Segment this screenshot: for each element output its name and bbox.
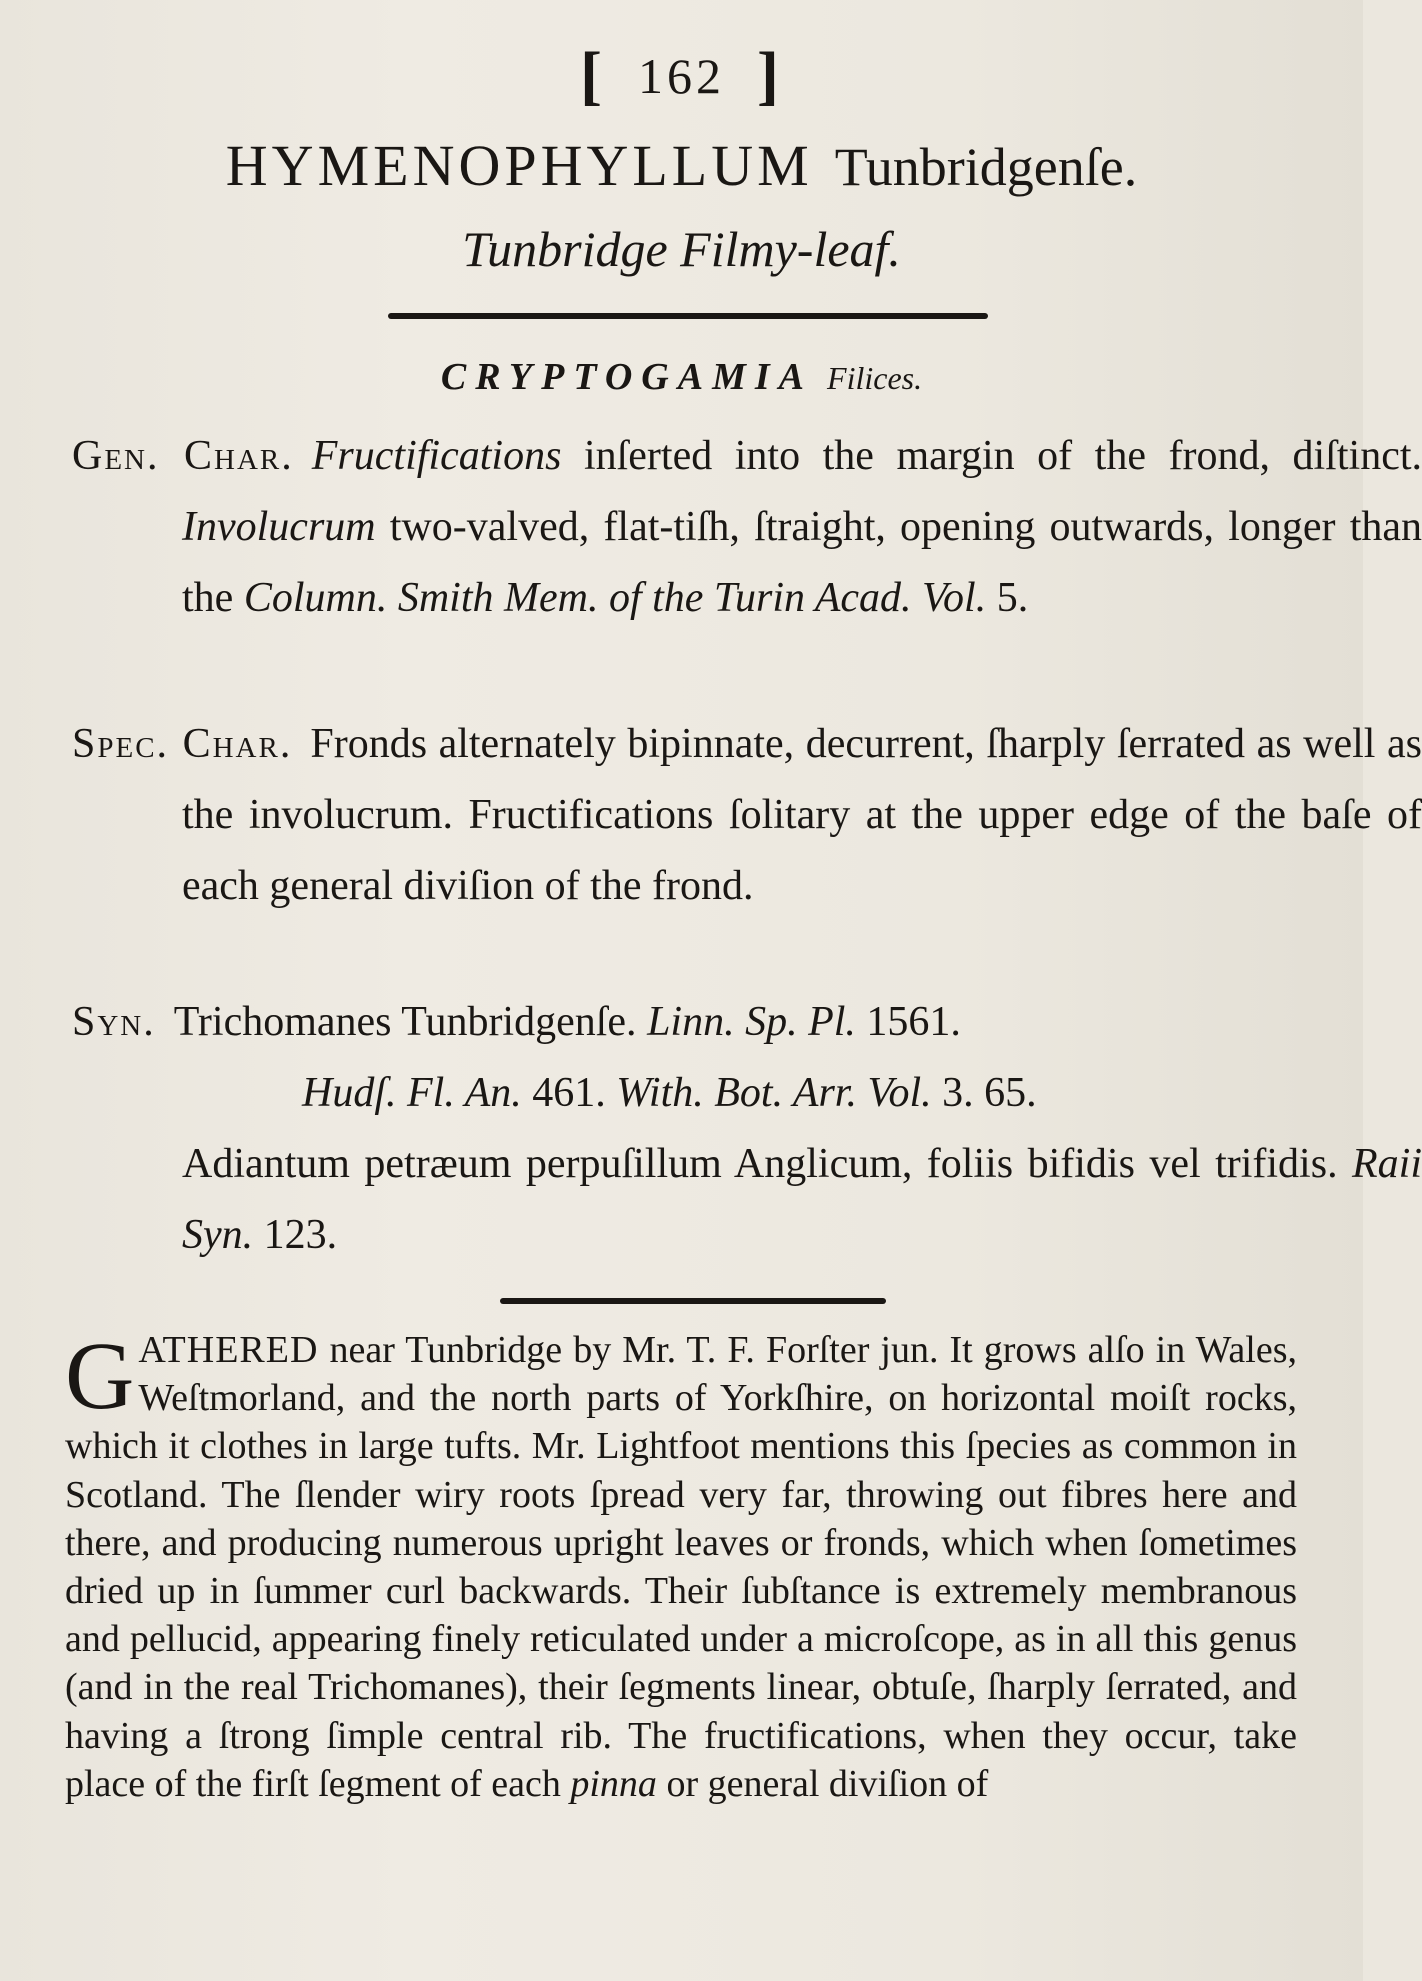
syn-line-3: Adiantum petræum perpuſillum Anglicum, foliis bifidis vel trifidis. [182,1141,1352,1187]
gen-char-label: Gen. Char. [72,433,294,479]
syn-line-3b: Raii Syn. [182,1141,1422,1258]
syn-line-2 [182,1058,1422,1129]
description-italic-term: pinna [570,1762,657,1805]
drop-cap: G [65,1322,135,1429]
description-text-end: or general diviſion of [656,1762,989,1805]
generic-character [72,421,1422,634]
gen-char-text-1: Fructifications [311,433,562,479]
specific-character [72,709,1422,922]
page-title [0,132,1363,199]
syn-line-1a: Trichomanes Tunbridgenſe. [173,999,648,1045]
left-bracket: [ [580,39,606,112]
page-number [0,38,1363,114]
gen-char-reference: Column. Smith Mem. of the Turin Acad. Vol. [243,575,987,621]
middle-rule-divider [500,1298,886,1304]
description-paragraph [65,1322,1297,1808]
syn-line-2b: 461. [521,1070,617,1116]
syn-line-3c: 123. [253,1212,338,1258]
syn-label: Syn. [72,999,156,1045]
classification-line [0,355,1363,399]
gen-char-text-3: Involucrum [182,504,376,550]
page-number-value: 162 [638,48,725,104]
gen-char-volume: 5. [986,575,1029,621]
genus-name: HYMENOPHYLLUM [225,133,813,198]
spec-char-text: Fronds alternately bipinnate, decurrent, ſharply ſerrated as well as the involucrum. Fructifications ſolitary at the upper edge of the baſe of each general diviſion of the frond. [182,721,1422,909]
description-text: near Tunbridge by Mr. T. F. Forſter jun. It grows alſo in Wales, Weſtmorland, and the north parts of Yorkſhire, on horizontal moiſt rocks, which it clothes in large tufts. Mr. Lightfoot mentions this ſpecies as common in Scotland. The ſlender wiry roots ſpread very far, throwing out fibres here and there, and producing numerous upright leaves or fronds, which when ſometimes dried up in ſummer curl backwards. Their ſubſtance is extremely membranous and pellucid, appearing finely reticulated under a microſcope, as in all this genus (and in the real Trichomanes), their ſegments linear, obtuſe, ſharply ſerrated, and having a ſtrong ſimple central rib. The fructifications, when they occur, take place of the firſt ſegment of each [65,1329,1297,1805]
syn-line-2a: Hudſ. Fl. An. [302,1070,522,1116]
top-rule-divider [388,313,988,319]
gen-char-text-2: inſerted into the margin of the frond, diſtinct. [561,433,1422,479]
syn-line-1c: 1561. [855,999,961,1045]
syn-line-2d: 3. 65. [931,1070,1037,1116]
species-name: Tunbridgenſe. [834,137,1138,197]
syn-line-1b: Linn. Sp. Pl. [647,999,856,1045]
classification-class: CRYPTOGAMIA [440,356,814,398]
gen-char-text-4: two-valved, flat-tiſh, ſtraight, opening outwards, longer than the [182,504,1422,621]
syn-line-2c: With. Bot. Arr. Vol. [616,1070,932,1116]
classification-order: Filices. [827,360,923,396]
right-bracket: ] [757,39,783,112]
common-name: Tunbridge Filmy-leaf. [462,221,901,277]
lead-word: ATHERED [138,1329,319,1371]
synonyms [72,987,1422,1271]
spec-char-label: Spec. Char. [72,721,293,767]
